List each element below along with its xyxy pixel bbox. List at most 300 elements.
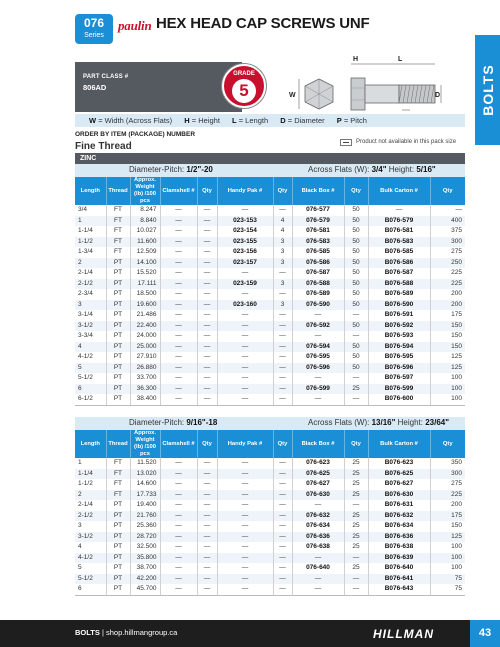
table-cell: B076-594 — [368, 342, 430, 353]
table-cell: FT — [106, 216, 130, 227]
table-cell: — — [217, 563, 273, 574]
pitch-label: Diameter-Pitch: — [129, 418, 185, 427]
not-available-note: Product not available in this pack size — [356, 139, 457, 145]
table-cell: 25 — [344, 469, 368, 480]
column-header: Black Box # — [292, 430, 344, 458]
table-cell: FT — [106, 469, 130, 480]
table-cell: B076-583 — [368, 237, 430, 248]
table-cell: 1-1/4 — [75, 226, 106, 237]
table-row — [75, 469, 465, 480]
table-cell: — — [273, 352, 292, 363]
table-cell: 1-1/2 — [75, 237, 106, 248]
table-cell: FT — [106, 479, 130, 490]
table-cell: 50 — [344, 352, 368, 363]
table-cell: 076-599 — [292, 384, 344, 395]
table-cell: 076-627 — [292, 479, 344, 490]
table-cell: — — [197, 300, 217, 311]
table-cell: — — [344, 500, 368, 511]
table-cell: B076-579 — [368, 216, 430, 227]
page-title: HEX HEAD CAP SCREWS UNF — [156, 15, 370, 32]
legend-d-text: = Diameter — [287, 116, 325, 125]
table-row — [75, 226, 465, 237]
table-cell: 100 — [451, 374, 462, 382]
table-cell: PT — [106, 521, 130, 532]
table-cell: — — [273, 542, 292, 553]
table-cell: — — [217, 490, 273, 501]
table-cell: — — [197, 268, 217, 279]
table-cell: 3/4 — [75, 205, 106, 216]
table-cell: B076-623 — [368, 458, 430, 469]
table-cell: 150 — [430, 342, 465, 353]
table-cell: 25.360 — [130, 521, 160, 532]
table-cell: — — [197, 479, 217, 490]
table-cell: — — [160, 542, 197, 553]
table-cell: 11.520 — [130, 458, 160, 469]
table-row — [75, 363, 465, 374]
table-row — [75, 521, 465, 532]
table-cell: — — [160, 205, 197, 216]
table-cell: — — [368, 205, 430, 216]
table-cell: 1 — [75, 216, 106, 227]
table-cell: B076-589 — [368, 289, 430, 300]
column-header: Qty — [273, 177, 292, 205]
table-cell: — — [292, 553, 344, 564]
table-cell: — — [217, 469, 273, 480]
table-cell: 50 — [344, 342, 368, 353]
legend-bar — [75, 114, 465, 127]
table-cell: — — [292, 331, 344, 342]
table-cell: — — [273, 584, 292, 595]
table-cell: — — [217, 268, 273, 279]
table-cell: — — [160, 490, 197, 501]
table-cell: PT — [106, 258, 130, 269]
table-cell: — — [197, 532, 217, 543]
table-cell: 1 — [75, 458, 106, 469]
column-header: Handy Pak # — [217, 177, 273, 205]
table-cell: — — [273, 479, 292, 490]
table-cell: — — [160, 469, 197, 480]
table-cell: — — [273, 363, 292, 374]
table-cell: PT — [106, 321, 130, 332]
table-cell: 25 — [344, 511, 368, 522]
table-cell: 4 — [273, 226, 292, 237]
af-value: 3/4" — [371, 165, 387, 174]
column-header: Length — [75, 177, 106, 205]
table-cell: — — [217, 289, 273, 300]
table-cell: 19.400 — [130, 500, 160, 511]
table-cell: — — [273, 469, 292, 480]
column-header: Qty — [430, 430, 465, 458]
table-cell: — — [160, 458, 197, 469]
table-cell: — — [217, 500, 273, 511]
table-cell: 2 — [75, 258, 106, 269]
table-cell: 150 — [451, 332, 462, 340]
table-cell: PT — [106, 384, 130, 395]
table-cell: — — [197, 574, 217, 585]
table-cell: FT — [106, 458, 130, 469]
page-footer — [0, 620, 500, 647]
table-cell: — — [197, 458, 217, 469]
table-cell: 4-1/2 — [75, 352, 106, 363]
table-row — [75, 268, 465, 279]
table-row — [75, 205, 465, 216]
hillman-logo: HILLMAN — [373, 627, 434, 641]
table-cell: B076-639 — [368, 553, 430, 564]
table-cell: — — [160, 268, 197, 279]
footer-text — [75, 628, 177, 637]
side-tab-label: BOLTS — [479, 64, 496, 116]
table-cell: — — [455, 206, 462, 214]
table-cell: 28.720 — [130, 532, 160, 543]
legend-p-text: = Pitch — [343, 116, 367, 125]
footer-divider: | — [101, 628, 104, 637]
table-cell: — — [273, 490, 292, 501]
table-cell: 125 — [451, 353, 462, 361]
table-cell: — — [217, 205, 273, 216]
pitch-value: 1/2"-20 — [186, 165, 213, 174]
table-cell: 076-589 — [292, 289, 344, 300]
table-cell: — — [197, 310, 217, 321]
table-cell: PT — [106, 310, 130, 321]
table-cell: 36.300 — [130, 384, 160, 395]
table-cell: — — [197, 331, 217, 342]
table-row — [75, 237, 465, 248]
table-cell: — — [197, 394, 217, 405]
table-cell: 21.486 — [130, 310, 160, 321]
table-cell: — — [197, 542, 217, 553]
table-cell: 8.840 — [130, 216, 160, 227]
table-row — [75, 384, 465, 395]
table-row — [75, 258, 465, 269]
legend-h-text: = Height — [191, 116, 220, 125]
table-cell: 023-155 — [217, 237, 273, 248]
table-cell: — — [292, 584, 344, 595]
table-cell: 023-156 — [217, 247, 273, 258]
side-tab-bolts — [475, 35, 500, 145]
table-cell: 25 — [344, 542, 368, 553]
table-row — [75, 321, 465, 332]
table-cell: — — [344, 553, 368, 564]
h-dim-label: H — [353, 56, 359, 63]
table-cell: — — [273, 321, 292, 332]
table-cell: FT — [106, 205, 130, 216]
table-cell: — — [160, 373, 197, 384]
table-cell: 25 — [344, 384, 368, 395]
footer-section: BOLTS — [75, 628, 100, 637]
table-row — [75, 584, 465, 595]
table-cell: 250 — [430, 258, 465, 269]
w-dim-label: W — [289, 92, 296, 99]
table-cell: — — [217, 532, 273, 543]
table-cell: 076-587 — [292, 268, 344, 279]
table-row — [75, 331, 465, 342]
table-cell: B076-592 — [368, 321, 430, 332]
brand-logo: paulin — [118, 18, 152, 33]
table-cell: 076-596 — [292, 363, 344, 374]
table-cell: — — [160, 279, 197, 290]
table-cell: B076-634 — [368, 521, 430, 532]
table-cell: 18.500 — [130, 289, 160, 300]
table-cell: B076-588 — [368, 279, 430, 290]
table-cell: PT — [106, 511, 130, 522]
table-cell: 50 — [344, 289, 368, 300]
table-cell: 2-1/2 — [75, 279, 106, 290]
table-cell: 11.600 — [130, 237, 160, 248]
legend-l-text: = Length — [238, 116, 269, 125]
table-cell: B076-640 — [368, 563, 430, 574]
header-row — [75, 177, 465, 205]
table-cell: FT — [106, 237, 130, 248]
height-label: Height: — [397, 418, 423, 427]
table-cell: 14.100 — [130, 258, 160, 269]
table-cell: — — [197, 247, 217, 258]
table-cell: 076-594 — [292, 342, 344, 353]
pitch-label: Diameter-Pitch: — [129, 165, 185, 174]
table-cell: 17.733 — [130, 490, 160, 501]
table-cell: 100 — [451, 543, 462, 551]
table-cell: — — [273, 521, 292, 532]
table-cell: — — [160, 574, 197, 585]
table-row — [75, 563, 465, 574]
table-cell: 75 — [430, 574, 465, 585]
table-cell: 5-1/2 — [75, 574, 106, 585]
table-cell: B076-599 — [368, 384, 430, 395]
height-value: 23/64" — [425, 418, 450, 427]
table-cell: — — [273, 532, 292, 543]
table-cell: 50 — [344, 279, 368, 290]
table-row — [75, 247, 465, 258]
table-cell: B076-600 — [368, 394, 430, 405]
table-cell: B076-597 — [368, 373, 430, 384]
table-cell: B076-632 — [368, 511, 430, 522]
table-cell: — — [344, 394, 368, 405]
pitch-value: 9/16"-18 — [186, 418, 218, 427]
table-cell: 13.020 — [130, 469, 160, 480]
height-label: Height: — [388, 165, 415, 174]
table-cell: 25 — [344, 490, 368, 501]
table-cell: — — [160, 300, 197, 311]
column-header: Thread — [106, 177, 130, 205]
table-cell: 6-1/2 — [75, 394, 106, 405]
table-cell: 38.400 — [130, 394, 160, 405]
table-cell: PT — [106, 553, 130, 564]
table-cell: 25 — [344, 532, 368, 543]
table-cell: 200 — [451, 501, 462, 509]
table-row — [75, 279, 465, 290]
table-cell: 42.200 — [130, 574, 160, 585]
table-cell: B076-586 — [368, 258, 430, 269]
table-cell: 14.600 — [130, 479, 160, 490]
table-cell: — — [197, 500, 217, 511]
table-cell: 15.520 — [130, 268, 160, 279]
series-badge — [75, 14, 113, 44]
table-cell: 076-625 — [292, 469, 344, 480]
table-cell: 2-1/4 — [75, 268, 106, 279]
table-cell: 50 — [344, 237, 368, 248]
table-cell: 076-579 — [292, 216, 344, 227]
table-row — [75, 553, 465, 564]
table-cell: — — [160, 479, 197, 490]
table-cell: PT — [106, 500, 130, 511]
table-cell: — — [160, 384, 197, 395]
table-cell: 023-159 — [217, 279, 273, 290]
table-cell: — — [197, 205, 217, 216]
table-cell: 24.000 — [130, 331, 160, 342]
table-cell: 3 — [273, 300, 292, 311]
table-cell: PT — [106, 563, 130, 574]
column-header: Qty — [197, 430, 217, 458]
table-cell: 076-640 — [292, 563, 344, 574]
table-cell: — — [197, 363, 217, 374]
table-cell: 023-160 — [217, 300, 273, 311]
table-cell: 3-3/4 — [75, 331, 106, 342]
table-cell: PT — [106, 584, 130, 595]
table-cell: — — [344, 574, 368, 585]
table-cell: — — [273, 394, 292, 405]
column-header: Black Box # — [292, 177, 344, 205]
table-cell: 38.700 — [130, 563, 160, 574]
table-cell: — — [217, 394, 273, 405]
column-header: Thread — [106, 430, 130, 458]
table-cell: — — [217, 584, 273, 595]
table-cell: 076-623 — [292, 458, 344, 469]
table-cell: 4-1/2 — [75, 553, 106, 564]
table-cell: 4 — [273, 216, 292, 227]
table-cell: — — [292, 574, 344, 585]
table-cell: — — [344, 310, 368, 321]
table-cell: — — [160, 511, 197, 522]
table-cell: — — [160, 331, 197, 342]
thread-type-heading: Fine Thread — [75, 141, 132, 152]
table-cell: 5 — [75, 363, 106, 374]
table-cell: B076-593 — [368, 331, 430, 342]
table-cell: 400 — [430, 216, 465, 227]
column-header: Bulk Carton # — [368, 430, 430, 458]
table-cell: — — [160, 553, 197, 564]
table-cell: 350 — [451, 459, 462, 467]
table-cell: — — [160, 258, 197, 269]
column-header: Approx. Weight (lb) /100 pcs — [130, 430, 160, 458]
table-cell: — — [197, 584, 217, 595]
table-cell: — — [160, 310, 197, 321]
table-cell: — — [217, 521, 273, 532]
table-cell: 75 — [454, 585, 462, 593]
part-class-value: 806AD — [83, 83, 107, 92]
table-cell: B076-587 — [368, 268, 430, 279]
footer-url: shop.hillmangroup.ca — [106, 628, 178, 637]
table-cell: — — [197, 563, 217, 574]
table-cell: PT — [106, 394, 130, 405]
table-cell: — — [160, 342, 197, 353]
table-cell: 50 — [344, 247, 368, 258]
table-cell: — — [217, 384, 273, 395]
table-cell: 2 — [75, 490, 106, 501]
af-value: 13/16" — [371, 418, 396, 427]
table-row — [75, 574, 465, 585]
table-cell: — — [273, 563, 292, 574]
table-cell: 100 — [451, 564, 462, 572]
table-cell: 8.247 — [130, 205, 160, 216]
table-cell: — — [217, 458, 273, 469]
table-cell: 076-634 — [292, 521, 344, 532]
table-cell: 150 — [430, 321, 465, 332]
table-cell: 100 — [430, 384, 465, 395]
table-cell: 35.800 — [130, 553, 160, 564]
table-cell: — — [217, 542, 273, 553]
table-cell: 19.600 — [130, 300, 160, 311]
table-cell: PT — [106, 268, 130, 279]
table-row — [75, 511, 465, 522]
height-value: 5/16" — [416, 165, 436, 174]
table-cell: 50 — [344, 363, 368, 374]
legend-h-key: H — [184, 116, 190, 125]
spec-bar-1 — [75, 164, 465, 177]
table-cell: — — [217, 373, 273, 384]
table-cell: 3 — [273, 237, 292, 248]
table-cell: — — [273, 289, 292, 300]
table-cell: 023-154 — [217, 226, 273, 237]
table-cell: B076-595 — [368, 352, 430, 363]
table-cell: 076-585 — [292, 247, 344, 258]
table-cell: 45.700 — [130, 584, 160, 595]
table-cell: 32.500 — [130, 542, 160, 553]
table-row — [75, 542, 465, 553]
table-cell: — — [217, 574, 273, 585]
table-cell: 2-1/2 — [75, 511, 106, 522]
table-cell: 076-590 — [292, 300, 344, 311]
table-cell: 125 — [430, 363, 465, 374]
table-cell: — — [197, 511, 217, 522]
table-cell: — — [197, 352, 217, 363]
table-cell: 275 — [451, 248, 462, 256]
table-cell: 1-1/4 — [75, 469, 106, 480]
table-cell: PT — [106, 363, 130, 374]
table-cell: B076-581 — [368, 226, 430, 237]
table-cell: — — [197, 279, 217, 290]
table-cell: — — [160, 363, 197, 374]
table-cell: 275 — [451, 480, 462, 488]
table-cell: — — [273, 384, 292, 395]
table-cell: — — [160, 532, 197, 543]
column-header: Handy Pak # — [217, 430, 273, 458]
table-cell: — — [217, 321, 273, 332]
table-cell: 50 — [344, 226, 368, 237]
table-cell: 50 — [344, 321, 368, 332]
table-cell: PT — [106, 300, 130, 311]
table-cell: 25 — [344, 563, 368, 574]
column-header: Length — [75, 430, 106, 458]
size-table-1 — [75, 177, 465, 405]
table-cell: 12.509 — [130, 247, 160, 258]
table-cell: 5 — [75, 563, 106, 574]
table-cell: — — [292, 394, 344, 405]
table-cell: 25.000 — [130, 342, 160, 353]
table-cell: — — [292, 373, 344, 384]
table-cell: — — [160, 563, 197, 574]
legend-l-key: L — [232, 116, 237, 125]
table-cell: 27.910 — [130, 352, 160, 363]
l-dim-label: L — [398, 56, 403, 63]
column-header: Clamshell # — [160, 177, 197, 205]
table-cell: — — [273, 205, 292, 216]
table-cell: FT — [106, 247, 130, 258]
table-cell: PT — [106, 352, 130, 363]
part-class-label: PART CLASS # — [83, 74, 129, 80]
table-cell: — — [197, 226, 217, 237]
table-cell: 6 — [75, 384, 106, 395]
table-cell: 2-1/4 — [75, 500, 106, 511]
table-cell: 076-588 — [292, 279, 344, 290]
